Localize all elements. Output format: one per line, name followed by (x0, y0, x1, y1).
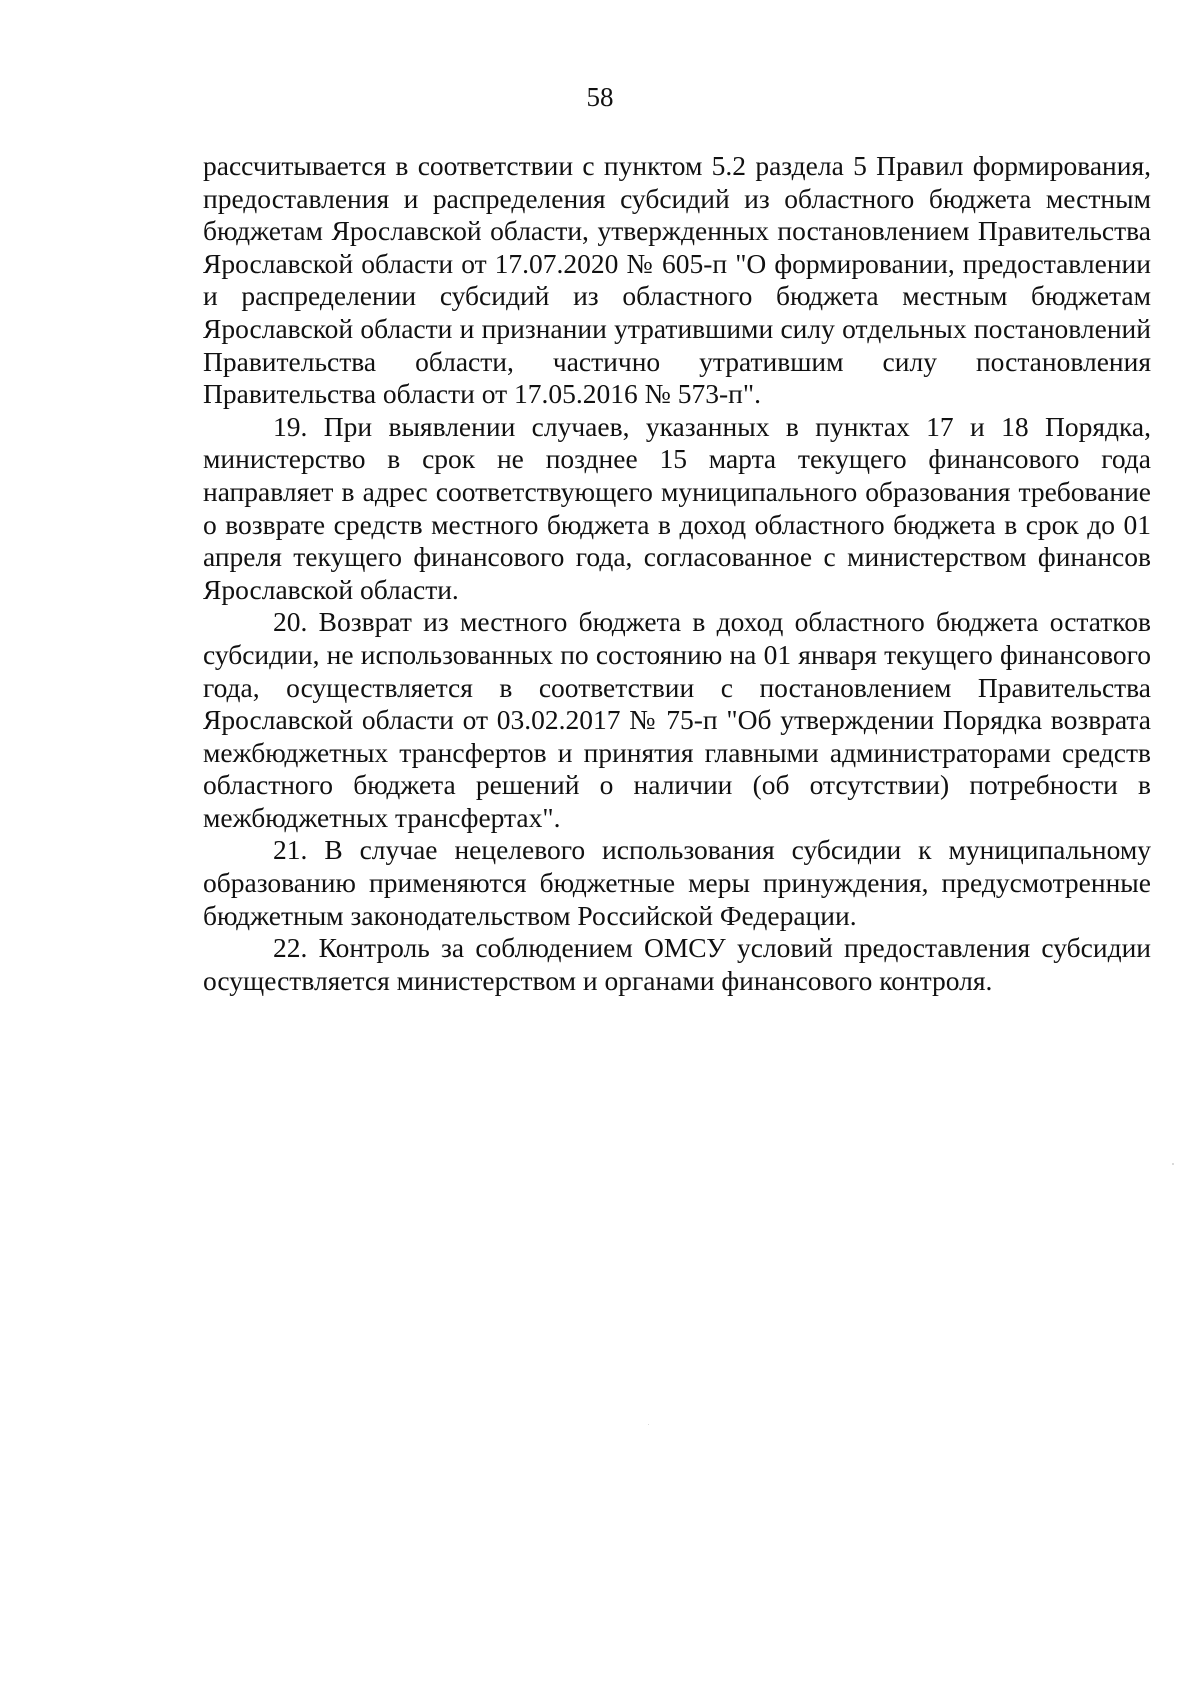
paragraph-continuation: рассчитывается в соответствии с пунктом 5.2 раздела 5 Правил формирования, предоставления и распределения субсидий из областного бюджета местным бюджетам Ярославской области, утвержденных постановлением Правительства Ярославской области от 17.07.2020 № 605-п "О формировании, предоставлении и распределении субсидий из областного бюджета местным бюджетам Ярославской области и признании утратившими силу отдельных постановлений Правительства области, частично утратившим силу постановления Правительства области от 17.05.2016 № 573-п". (203, 150, 1151, 410)
paragraph-20: 20. Возврат из местного бюджета в доход областного бюджета остатков субсидии, не использованных по состоянию на 01 января текущего финансового года, осуществляется в соответствии с постановлением Правительства Ярославской области от 03.02.2017 № 75-п "Об утверждении Порядка возврата межбюджетных трансфертов и принятия главными администраторами средств областного бюджета решений о наличии (об отсутствии) потребности в межбюджетных трансфертах". (203, 606, 1151, 833)
page-number (0, 82, 1200, 113)
paragraph-22: 22. Контроль за соблюдением ОМСУ условий предоставления субсидии осуществляется министерством и органами финансового контроля. (203, 932, 1151, 996)
scan-speck (1172, 1163, 1174, 1165)
scan-speck (648, 1424, 649, 1425)
paragraph-21: 21. В случае нецелевого использования субсидии к муниципальному образованию применяются бюджетные меры принуждения, предусмотренные бюджетным законодательством Российской Федерации. (203, 834, 1151, 931)
document-body (203, 150, 1151, 997)
page-number-text: 58 (586, 82, 614, 112)
paragraph-19: 19. При выявлении случаев, указанных в пунктах 17 и 18 Порядка, министерство в срок не позднее 15 марта текущего финансового года направляет в адрес соответствующего муниципального образования требование о возврате средств местного бюджета в доход областного бюджета в срок до 01 апреля текущего финансового года, согласованное с министерством финансов Ярославской области. (203, 410, 1151, 605)
